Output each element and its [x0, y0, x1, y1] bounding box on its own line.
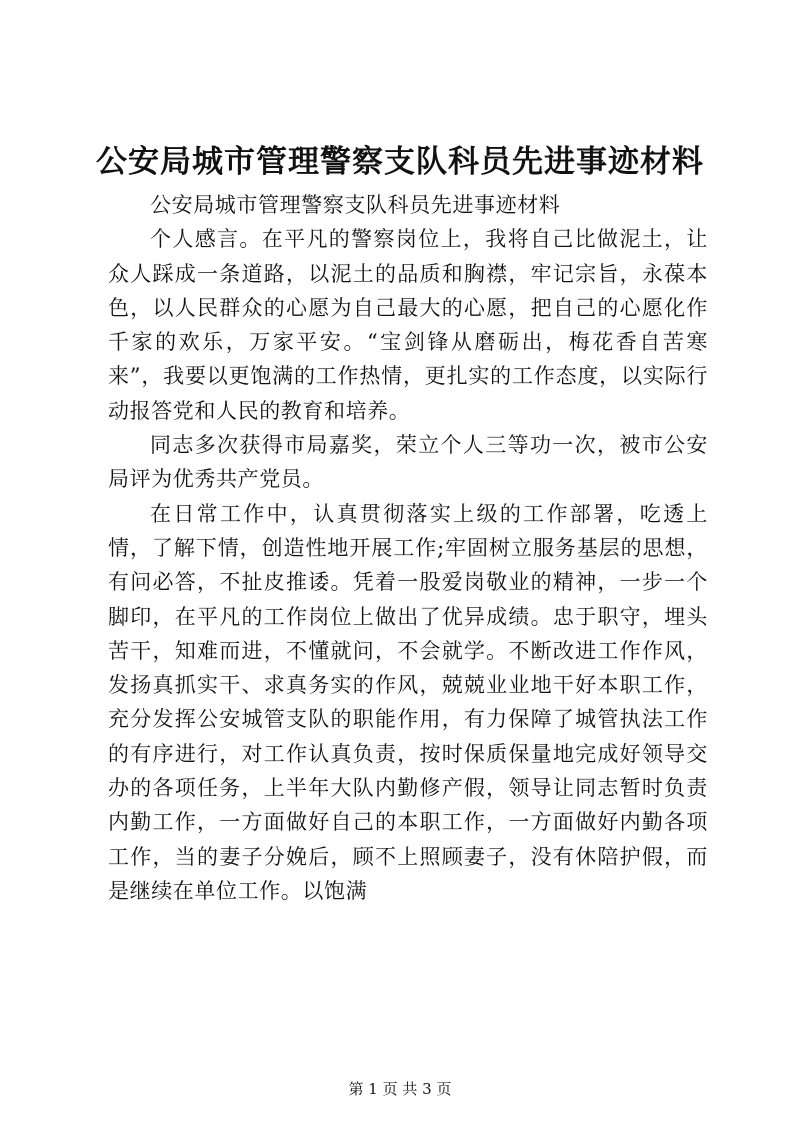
page-footer: 第 1 页 共 3 页 — [348, 1080, 452, 1098]
subtitle-paragraph: 公安局城市管理警察支队科员先进事迹材料 — [150, 193, 561, 217]
document-body — [108, 188, 708, 908]
document-title: 公安局城市管理警察支队科员先进事迹材料 — [96, 144, 704, 180]
body-paragraph: 个人感言。在平凡的警察岗位上，我将自己比做泥土，让众人踩成一条道路，以泥土的品质和胸襟，牢记宗旨，永葆本色，以人民群众的心愿为自己最大的心愿，把自己的心愿化作千家的欢乐，万家平安。“宝剑锋从磨砺出，梅花香自苦寒来”，我要以更饱满的工作热情，更扎实的工作态度，以实际行动报答党和人民的教育和培养。 — [108, 227, 708, 423]
body-paragraph: 同志多次获得市局嘉奖，荣立个人三等功一次，被市公安局评为优秀共产党员。 — [108, 433, 708, 492]
body-paragraph: 在日常工作中，认真贯彻落实上级的工作部署，吃透上情，了解下情，创造性地开展工作;牢固树立服务基层的思想，有问必答，不扯皮推诿。凭着一股爱岗敬业的精神，一步一个脚印，在平凡的工作岗位上做出了优异成绩。忠于职守，埋头苦干，知难而进，不懂就问，不会就学。不断改进工作作风，发扬真抓实干、求真务实的作风，兢兢业业地干好本职工作，充分发挥公安城管支队的职能作用，有力保障了城管执法工作的有序进行，对工作认真负责，按时保质保量地完成好领导交办的各项任务，上半年大队内勤修产假，领导让同志暂时负责内勤工作，一方面做好自己的本职工作，一方面做好内勤各项工作，当的妻子分娩后，顾不上照顾妻子，没有休陪护假，而是继续在单位工作。以饱满 — [108, 501, 708, 903]
